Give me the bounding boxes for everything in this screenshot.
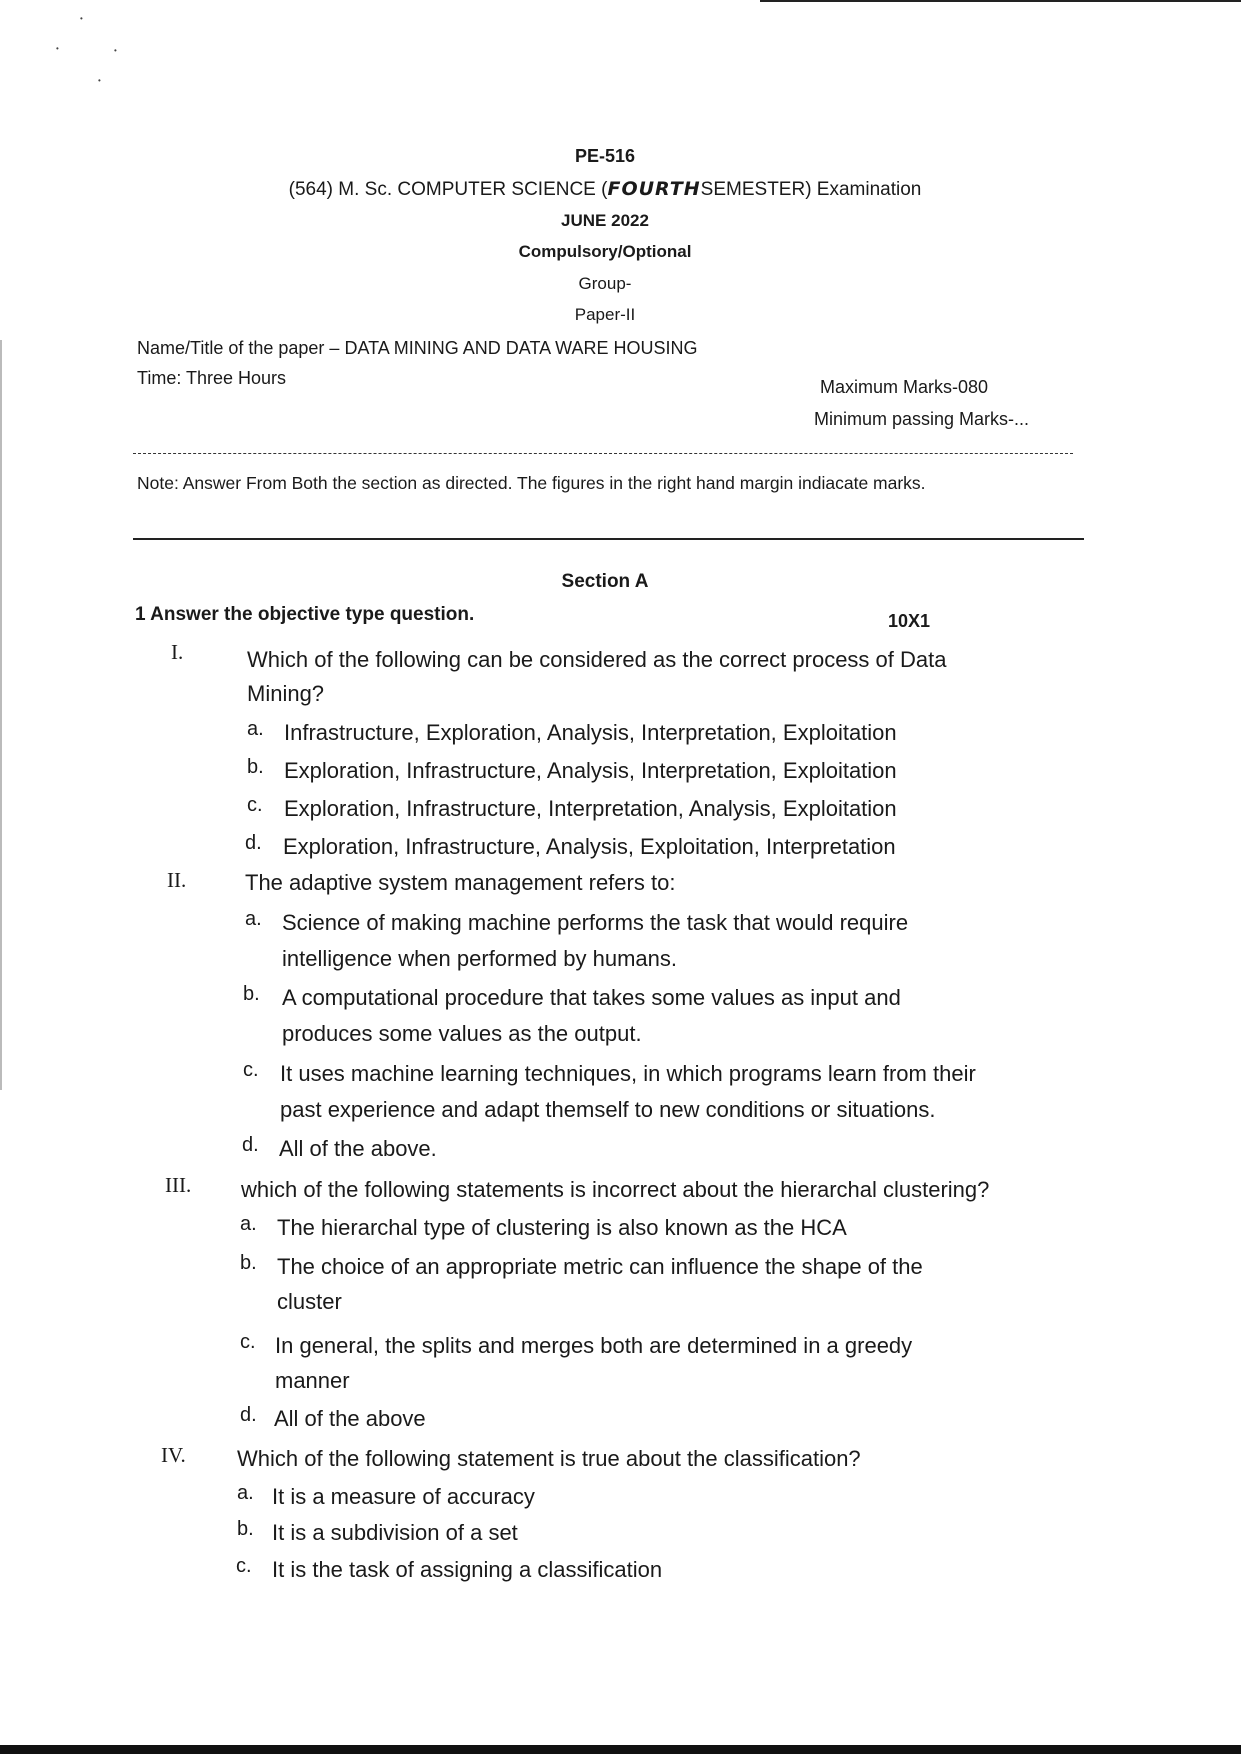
question-text: Mining?: [247, 681, 325, 706]
question-group-title: 1 Answer the objective type question.: [135, 604, 475, 625]
option-letter: a.: [245, 908, 262, 930]
scan-speck: •: [80, 14, 83, 23]
option-text: It is a subdivision of a set: [272, 1520, 518, 1545]
exam-title-prefix: (564) M. Sc. COMPUTER SCIENCE (: [288, 179, 608, 200]
dashed-divider: [133, 453, 1073, 454]
scan-edge-line: [760, 0, 1241, 2]
exam-time: Time: Three Hours: [137, 368, 287, 388]
question-group-marks: 10X1: [888, 611, 931, 631]
option-text: Infrastructure, Exploration, Analysis, Interpretation, Exploitation: [284, 720, 897, 745]
option-letter: a.: [237, 1482, 254, 1504]
solid-divider: [133, 538, 1084, 540]
option-text: Exploration, Infrastructure, Analysis, Interpretation, Exploitation: [284, 758, 897, 783]
option-letter: c.: [236, 1555, 252, 1577]
option-letter: d.: [245, 832, 262, 854]
option-letter: d.: [240, 1404, 257, 1426]
option-letter: a.: [240, 1213, 257, 1235]
option-text: cluster: [277, 1289, 342, 1314]
question-text: which of the following statements is incorrect about the hierarchal clustering?: [241, 1177, 990, 1202]
exam-title-suffix: SEMESTER) Examination: [700, 179, 922, 200]
option-letter: c.: [240, 1331, 256, 1353]
scan-speck: •: [98, 76, 101, 85]
paper-type: Compulsory/Optional: [518, 242, 692, 261]
option-text: It uses machine learning techniques, in which programs learn from their: [280, 1061, 976, 1086]
scan-left-edge: [0, 340, 2, 1090]
option-letter: c.: [243, 1059, 259, 1081]
exam-title: [0, 178, 1210, 201]
option-text: Science of making machine performs the task that would require: [282, 910, 909, 935]
option-text: Exploration, Infrastructure, Interpretation, Analysis, Exploitation: [284, 796, 897, 821]
paper-group: Group-: [578, 274, 632, 293]
option-text: intelligence when performed by humans.: [282, 946, 678, 971]
question-number: I.: [171, 640, 184, 664]
minimum-passing-marks: Minimum passing Marks-...: [814, 409, 1030, 429]
paper-code: PE-516: [574, 146, 636, 166]
option-text: The choice of an appropriate metric can influence the shape of the: [277, 1254, 923, 1279]
option-text: It is a measure of accuracy: [272, 1484, 535, 1509]
question-text: Which of the following statement is true about the classification?: [237, 1446, 861, 1471]
question-text: Which of the following can be considered as the correct process of Data: [247, 647, 947, 672]
scan-speck: •: [114, 46, 117, 55]
paper-name-title: Name/Title of the paper – DATA MINING AND DATA WARE HOUSING: [137, 338, 698, 358]
exam-month-year: JUNE 2022: [561, 211, 649, 230]
option-text: The hierarchal type of clustering is also known as the HCA: [277, 1215, 847, 1240]
question-number: IV.: [161, 1443, 186, 1467]
maximum-marks: Maximum Marks-080: [820, 377, 989, 397]
paper-number: Paper-II: [574, 305, 636, 324]
section-title: Section A: [561, 571, 649, 592]
question-text: The adaptive system management refers to:: [245, 870, 676, 895]
option-text: All of the above.: [279, 1136, 437, 1161]
scan-speck: •: [56, 44, 59, 53]
option-letter: b.: [240, 1252, 257, 1274]
option-text: A computational procedure that takes some values as input and: [282, 985, 901, 1010]
option-text: past experience and adapt themself to new conditions or situations.: [280, 1097, 936, 1122]
scan-bottom-edge: [0, 1745, 1241, 1754]
option-text: produces some values as the output.: [282, 1021, 642, 1046]
option-letter: c.: [247, 794, 263, 816]
option-letter: b.: [243, 983, 260, 1005]
instructions-note: Note: Answer From Both the section as directed. The figures in the right hand margin indiacate marks.: [137, 473, 926, 493]
option-text: All of the above: [274, 1406, 426, 1431]
option-letter: b.: [237, 1518, 254, 1540]
question-number: III.: [165, 1173, 192, 1197]
option-letter: a.: [247, 718, 264, 740]
exam-semester-handwritten: FOURTH: [607, 178, 701, 200]
option-text: It is the task of assigning a classification: [272, 1557, 663, 1582]
option-text: manner: [275, 1368, 350, 1393]
option-text: In general, the splits and merges both are determined in a greedy: [275, 1333, 913, 1358]
option-text: Exploration, Infrastructure, Analysis, Exploitation, Interpretation: [283, 834, 896, 859]
option-letter: d.: [242, 1134, 259, 1156]
option-letter: b.: [247, 756, 264, 778]
question-number: II.: [167, 868, 187, 892]
